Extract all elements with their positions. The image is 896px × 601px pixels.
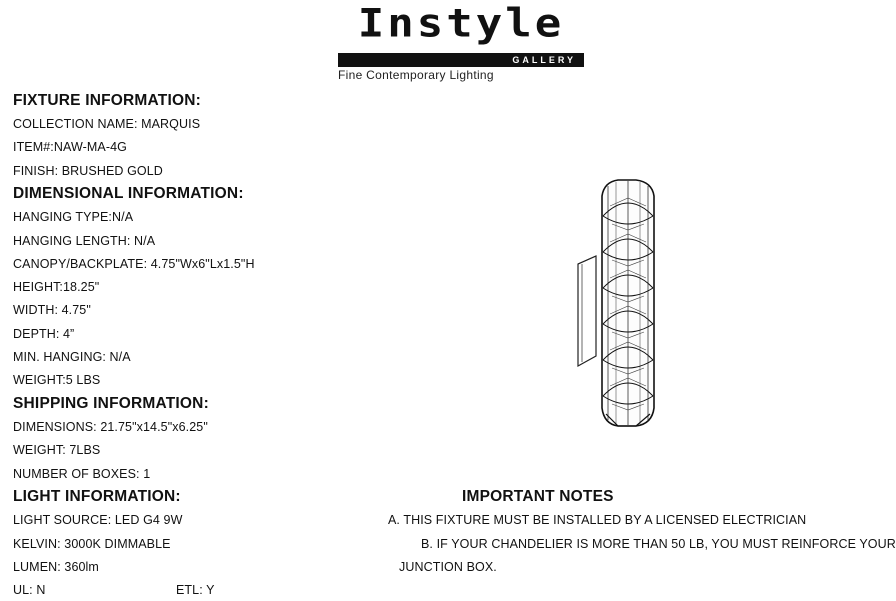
note-b: B. IF YOUR CHANDELIER IS MORE THAN 50 LB, YOU MUST REINFORCE YOUR <box>421 537 896 551</box>
etl-listing: ETL: Y <box>176 583 215 597</box>
collection-name: COLLECTION NAME: MARQUIS <box>13 117 201 131</box>
lumen: LUMEN: 360lm <box>13 560 99 574</box>
shipping-dimensions: DIMENSIONS: 21.75"x14.5"x6.25" <box>13 420 208 434</box>
fixture-illustration <box>570 176 666 430</box>
logo-tagline: Fine Contemporary Lighting <box>338 68 494 82</box>
hanging-type: HANGING TYPE:N/A <box>13 210 134 224</box>
item-number: ITEM#:NAW-MA-4G <box>13 140 128 154</box>
logo-gallery-text: GALLERY <box>512 55 576 65</box>
logo-wordmark: Instyle <box>357 0 565 47</box>
ul-listing: UL: N <box>13 583 46 597</box>
notes-heading: IMPORTANT NOTES <box>462 488 614 505</box>
fixture-heading: FIXTURE INFORMATION: <box>13 92 201 109</box>
light-source: LIGHT SOURCE: LED G4 9W <box>13 513 183 527</box>
finish: FINISH: BRUSHED GOLD <box>13 164 163 178</box>
shipping-heading: SHIPPING INFORMATION: <box>13 395 209 412</box>
height: HEIGHT:18.25" <box>13 280 100 294</box>
canopy-backplate: CANOPY/BACKPLATE: 4.75"Wx6"Lx1.5"H <box>13 257 255 271</box>
light-heading: LIGHT INFORMATION: <box>13 488 181 505</box>
min-hanging: MIN. HANGING: N/A <box>13 350 131 364</box>
dimensional-heading: DIMENSIONAL INFORMATION: <box>13 185 244 202</box>
note-a: A. THIS FIXTURE MUST BE INSTALLED BY A LICENSED ELECTRICIAN <box>388 513 807 527</box>
number-of-boxes: NUMBER OF BOXES: 1 <box>13 467 151 481</box>
kelvin: KELVIN: 3000K DIMMABLE <box>13 537 171 551</box>
brand-logo <box>336 0 586 82</box>
fixture-weight: WEIGHT:5 LBS <box>13 373 101 387</box>
note-b-continued: JUNCTION BOX. <box>399 560 497 574</box>
hanging-length: HANGING LENGTH: N/A <box>13 234 156 248</box>
shipping-weight: WEIGHT: 7LBS <box>13 443 101 457</box>
width: WIDTH: 4.75" <box>13 303 91 317</box>
depth: DEPTH: 4” <box>13 327 75 341</box>
